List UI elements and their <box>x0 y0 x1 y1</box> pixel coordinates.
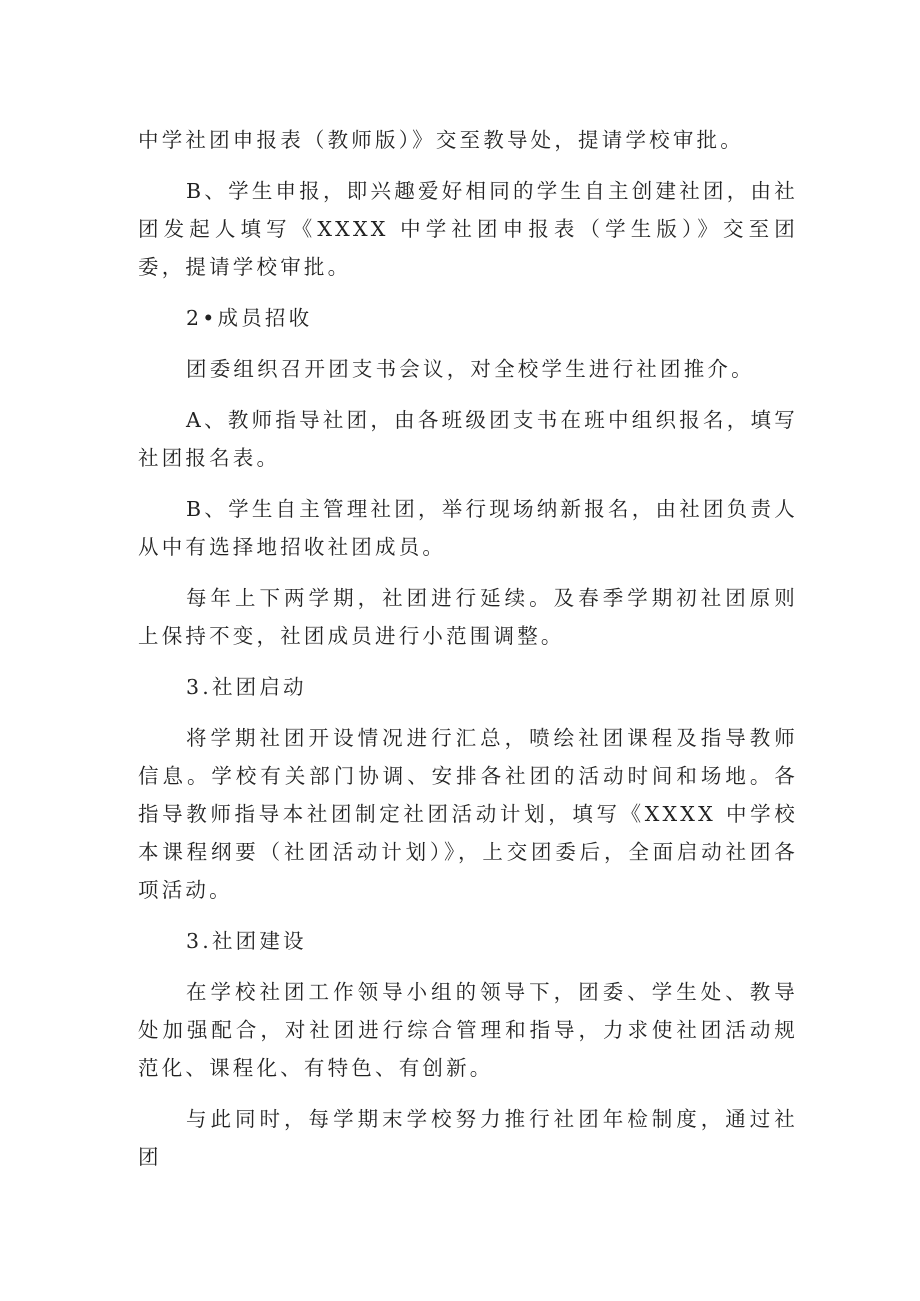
paragraph-teacher-guided-club: A、教师指导社团，由各班级团支书在班中组织报名，填写社团报名表。 <box>138 408 798 470</box>
document-body <box>138 121 798 1189</box>
paragraph-launch-details: 将学期社团开设情况进行汇总，喷绘社团课程及指导教师信息。学校有关部门协调、安排各社团的活动时间和场地。各指导教师指导本社团制定社团活动计划，填写《XXXX 中学校本课程纲要（社团活动计划）》，上交团委后，全面启动社团各项活动。 <box>138 726 798 902</box>
paragraph-annual-inspection: 与此同时，每学期末学校努力推行社团年检制度，通过社团 <box>138 1107 798 1169</box>
paragraph-semester-continuation: 每年上下两学期，社团进行延续。及春季学期初社团原则上保持不变，社团成员进行小范围调整。 <box>138 586 798 648</box>
paragraph-application-teacher-end: 中学社团申报表（教师版）》交至教导处，提请学校审批。 <box>138 128 744 152</box>
paragraph-student-managed-club: B、学生自主管理社团，举行现场纳新报名，由社团负责人从中有选择地招收社团成员。 <box>138 497 798 559</box>
paragraph-student-application: B、学生申报，即兴趣爱好相同的学生自主创建社团，由社团发起人填写《XXXX 中学社团申报表（学生版）》交至团委，提请学校审批。 <box>138 179 798 279</box>
section-heading-club-launch: 3.社团启动 <box>186 675 307 699</box>
section-heading-member-recruitment: 2•成员招收 <box>186 306 313 330</box>
paragraph-club-promotion: 团委组织召开团支书会议，对全校学生进行社团推介。 <box>186 357 755 381</box>
section-heading-club-construction: 3.社团建设 <box>186 929 307 953</box>
paragraph-management-guidance: 在学校社团工作领导小组的领导下，团委、学生处、教导处加强配合，对社团进行综合管理和指导，力求使社团活动规范化、课程化、有特色、有创新。 <box>138 980 798 1080</box>
